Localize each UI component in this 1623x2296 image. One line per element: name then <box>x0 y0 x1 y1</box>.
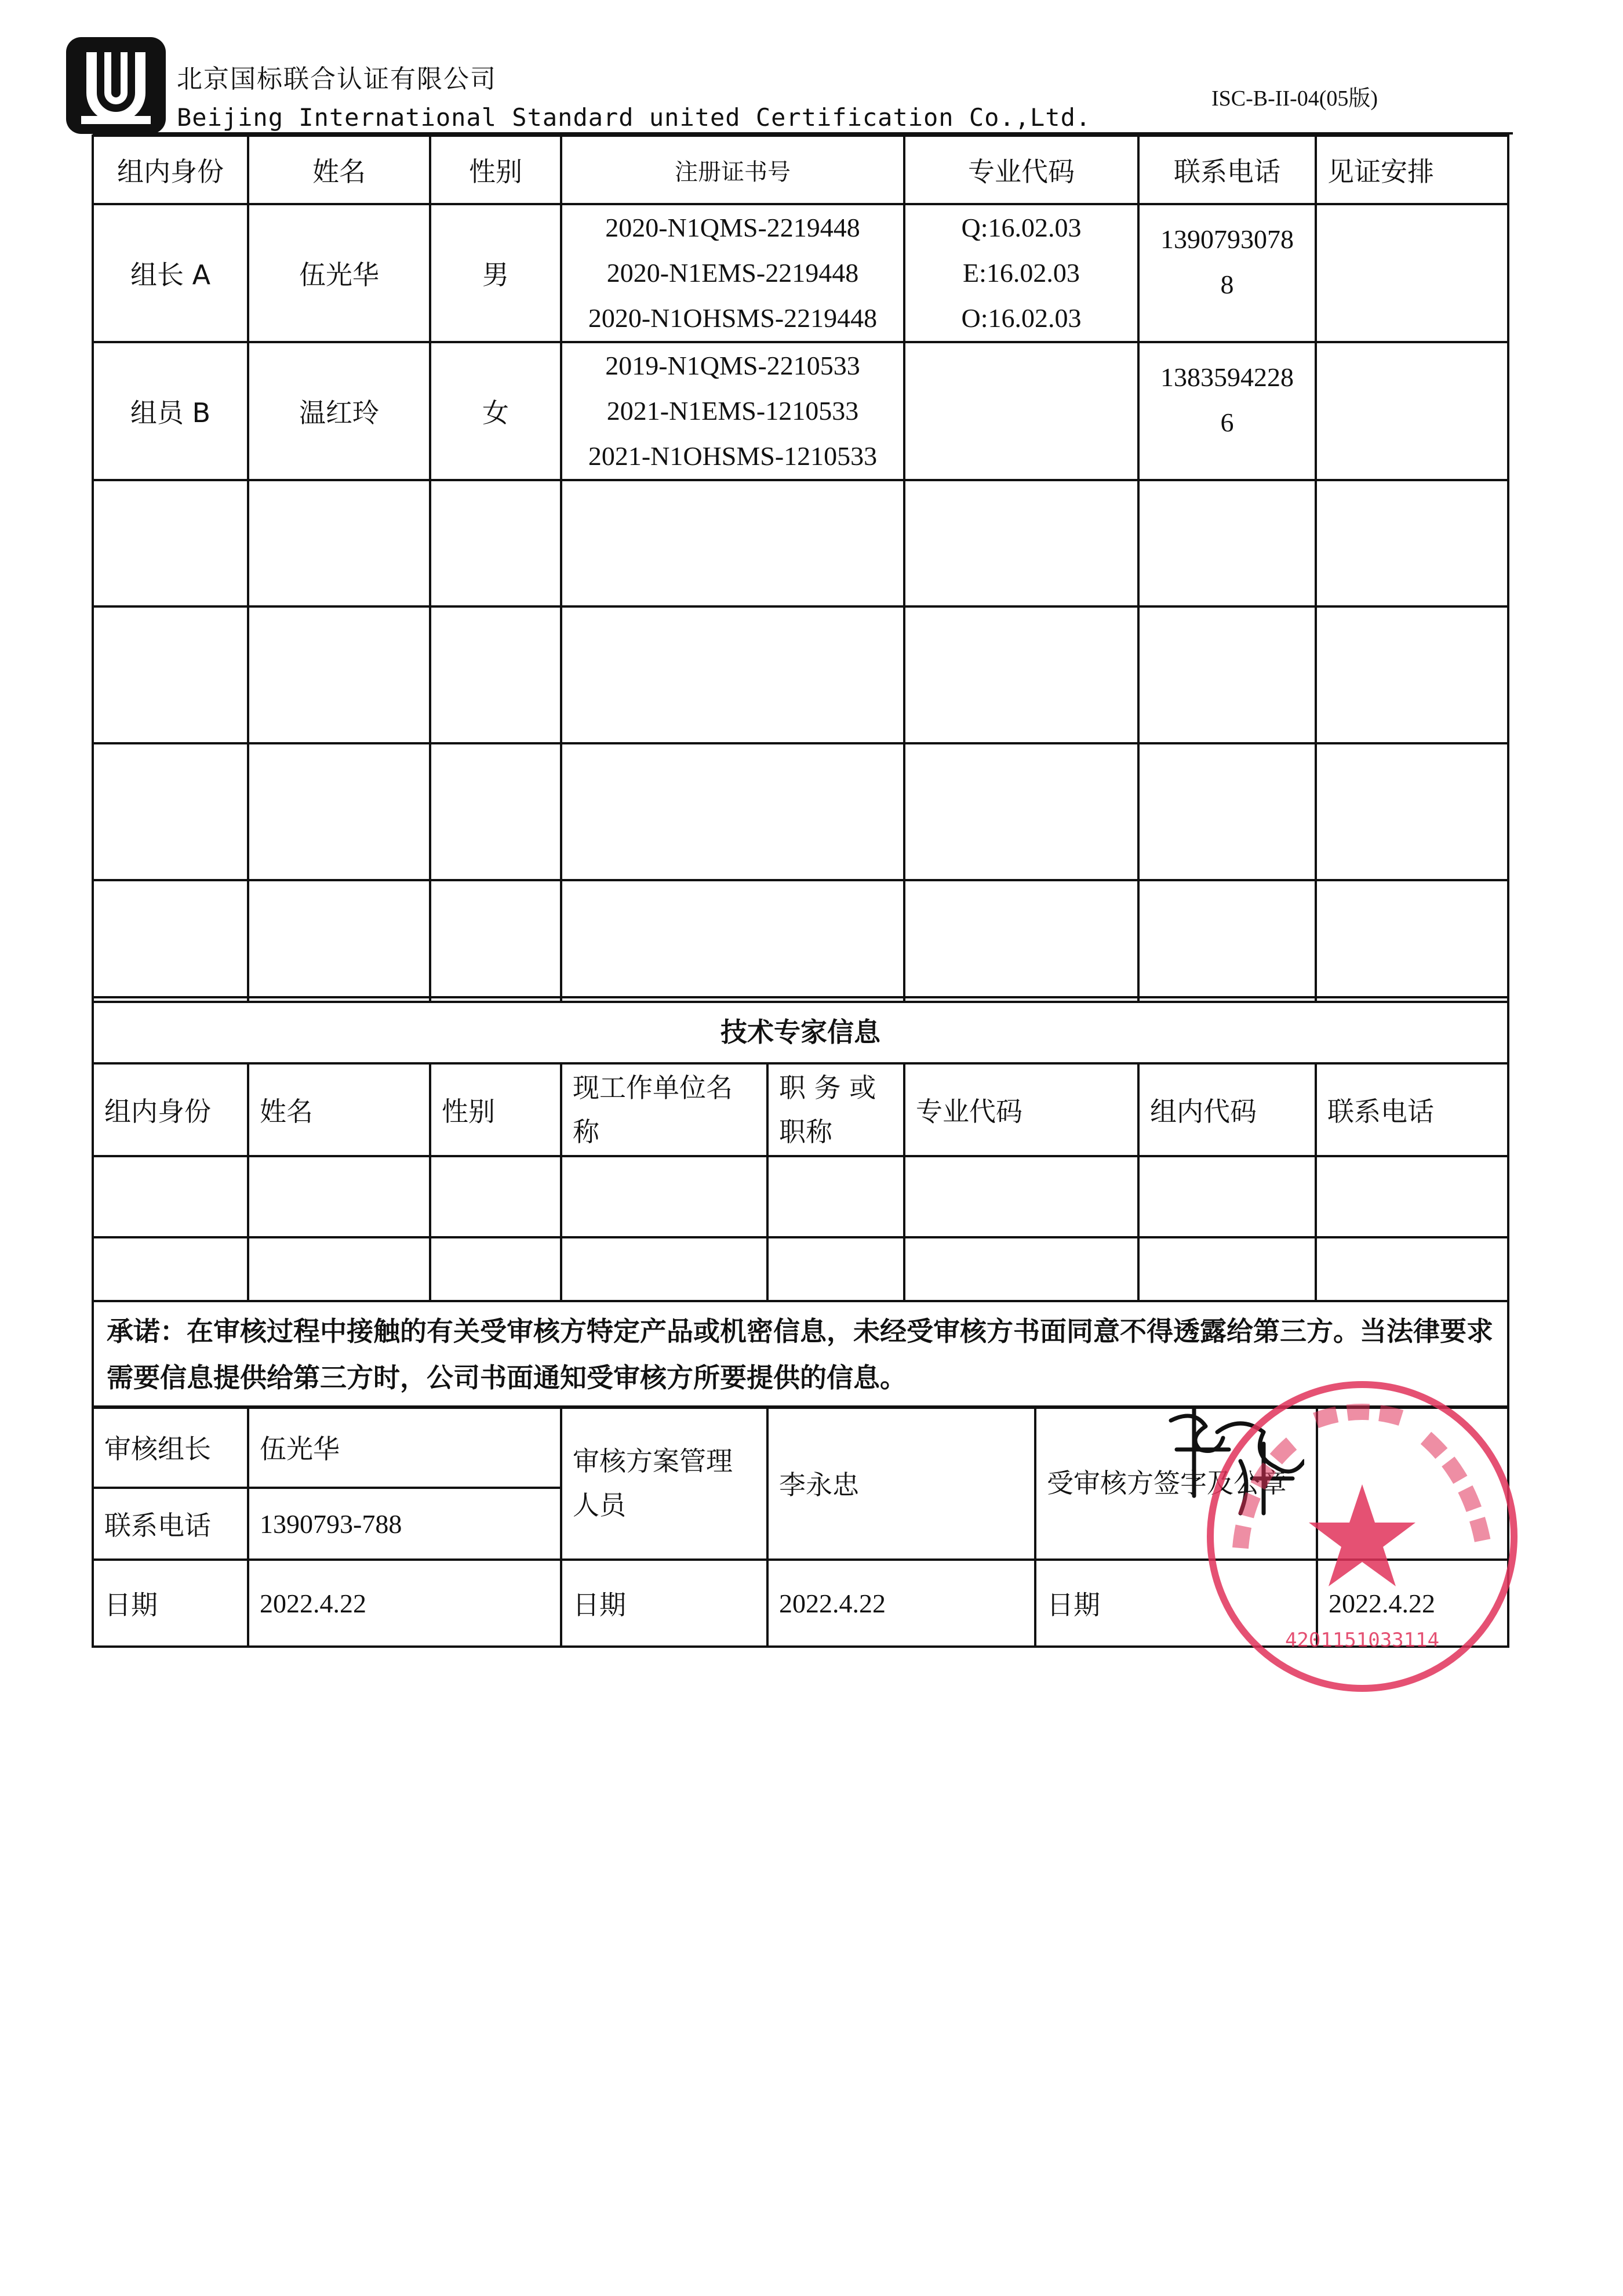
auditee-label: 受审核方签字及公章 <box>1035 1407 1317 1560</box>
col-header-title: 职 务 或 职称 <box>767 1063 904 1156</box>
planner-date: 2022.4.22 <box>767 1560 1035 1647</box>
experts-header-row <box>93 1063 1508 1156</box>
phone-label: 联系电话 <box>93 1488 248 1560</box>
empty-row <box>93 880 1508 1002</box>
cert-number: 2021-N1EMS-1210533 <box>606 396 859 426</box>
col-header-cert: 注册证书号 <box>561 136 904 204</box>
date-label: 日期 <box>561 1560 767 1647</box>
team-row <box>93 342 1508 480</box>
col-header-name: 姓名 <box>248 1063 430 1156</box>
leader-label: 审核组长 <box>93 1407 248 1488</box>
col-header-gender: 性别 <box>430 1063 561 1156</box>
company-name-en: Beijing International Standard united Certification Co.,Ltd. <box>177 103 1091 132</box>
specialty-code: O:16.02.03 <box>961 303 1082 333</box>
col-header-gender: 性别 <box>430 136 561 204</box>
cert-cell <box>561 342 904 480</box>
empty-row <box>93 743 1508 880</box>
specialty-code: Q:16.02.03 <box>961 213 1082 242</box>
team-row <box>93 204 1508 342</box>
document-code: ISC-B-II-04(05版) <box>1211 86 1378 111</box>
phone-cell <box>1138 204 1316 342</box>
col-header-role: 组内身份 <box>93 136 248 204</box>
col-header-group-code: 组内代码 <box>1138 1063 1316 1156</box>
date-label: 日期 <box>1035 1560 1317 1647</box>
col-header-role: 组内身份 <box>93 1063 248 1156</box>
signoff-row <box>93 1407 1508 1488</box>
promise-row <box>93 1301 1508 1408</box>
phone-part: 1383594228 <box>1160 362 1294 392</box>
experts-title: 技术专家信息 <box>93 997 1508 1063</box>
cert-number: 2020-N1QMS-2219448 <box>605 213 860 242</box>
document-header <box>0 0 1623 139</box>
cert-number: 2019-N1QMS-2210533 <box>605 351 860 380</box>
col-header-employer: 现工作单位名称 <box>561 1063 767 1156</box>
experts-title-row <box>93 997 1508 1063</box>
empty-row <box>93 480 1508 606</box>
planner-value: 李永忠 <box>767 1407 1035 1560</box>
name-cell: 温红玲 <box>248 342 430 480</box>
leader-value: 伍光华 <box>248 1407 561 1488</box>
col-header-code: 专业代码 <box>904 136 1138 204</box>
auditee-seal-cell <box>1317 1407 1508 1560</box>
auditee-date: 2022.4.22 <box>1317 1560 1508 1647</box>
empty-row <box>93 1237 1508 1301</box>
cert-number: 2020-N1EMS-2219448 <box>606 258 859 288</box>
planner-label: 审核方案管理人员 <box>561 1407 767 1560</box>
company-name-cn: 北京国标联合认证有限公司 <box>177 64 497 94</box>
technical-experts-table <box>92 996 1509 1409</box>
phone-part: 6 <box>1220 408 1234 437</box>
cert-number: 2021-N1OHSMS-1210533 <box>588 441 878 471</box>
empty-row <box>93 606 1508 743</box>
role-cell: 组长 A <box>93 204 248 342</box>
code-cell <box>904 204 1138 342</box>
seal-number: 4201151033114 <box>1284 1629 1440 1652</box>
cert-cell <box>561 204 904 342</box>
phone-part: 8 <box>1220 270 1234 299</box>
phone-value: 1390793-788 <box>248 1488 561 1560</box>
col-header-specialty: 专业代码 <box>904 1063 1138 1156</box>
date-label: 日期 <box>93 1560 248 1647</box>
code-cell <box>904 342 1138 480</box>
specialty-code: E:16.02.03 <box>963 258 1080 288</box>
confidentiality-promise: 承诺：在审核过程中接触的有关受审核方特定产品或机密信息，未经受审核方书面同意不得透露给第三方。当法律要求需要信息提供给第三方时，公司书面通知受审核方所要提供的信息。 <box>93 1301 1508 1408</box>
role-cell: 组员 B <box>93 342 248 480</box>
col-header-phone: 联系电话 <box>1138 136 1316 204</box>
leader-date: 2022.4.22 <box>248 1560 561 1647</box>
empty-row <box>93 1156 1508 1237</box>
witness-cell <box>1316 342 1508 480</box>
col-header-name: 姓名 <box>248 136 430 204</box>
team-header-row <box>93 136 1508 204</box>
phone-cell <box>1138 342 1316 480</box>
gender-cell: 女 <box>430 342 561 480</box>
company-logo <box>64 35 168 136</box>
col-header-phone: 联系电话 <box>1316 1063 1508 1156</box>
audit-team-table <box>92 135 1509 1003</box>
phone-part: 1390793078 <box>1160 224 1294 254</box>
cert-number: 2020-N1OHSMS-2219448 <box>588 303 878 333</box>
witness-cell <box>1316 204 1508 342</box>
col-header-witness: 见证安排 <box>1316 136 1508 204</box>
name-cell: 伍光华 <box>248 204 430 342</box>
signoff-row <box>93 1560 1508 1647</box>
gender-cell: 男 <box>430 204 561 342</box>
signoff-table <box>92 1405 1509 1648</box>
